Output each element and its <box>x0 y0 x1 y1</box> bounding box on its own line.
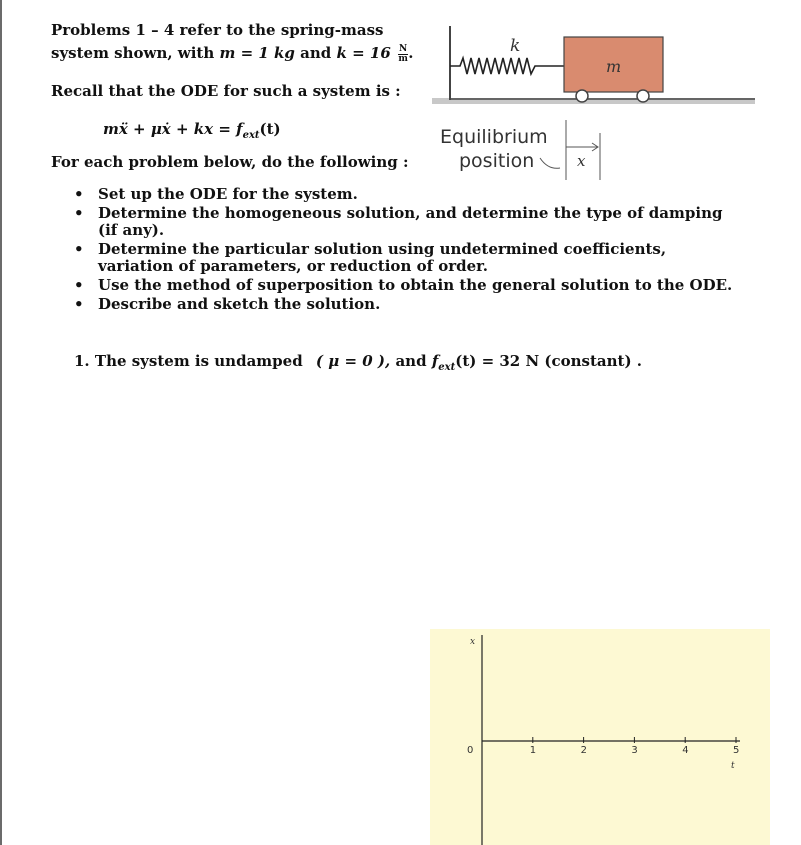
x-tick-label: 0 <box>467 745 474 756</box>
spring <box>450 58 564 74</box>
unit-fraction <box>398 45 408 64</box>
intro-line-1: Problems 1 – 4 refer to the spring-mass <box>51 21 384 39</box>
ode-lhs: mẍ + μẋ + kx = <box>103 120 237 138</box>
x-tick-label: 1 <box>529 745 537 756</box>
intro-and: and <box>300 44 332 62</box>
ode-f: f <box>236 120 243 138</box>
unit-denominator: m <box>398 53 408 64</box>
bullet-icon: • <box>74 240 84 258</box>
solution-axes <box>430 629 770 845</box>
problem-1 <box>74 352 642 377</box>
spring-label: k <box>510 36 521 56</box>
equilibrium-label: Equilibrium <box>440 126 548 148</box>
mass-label: m <box>606 57 622 76</box>
spring-constant-value: k = 16 <box>336 44 391 62</box>
x-axis-label: t <box>731 761 735 771</box>
x-tick-label: 3 <box>631 745 638 756</box>
position-label: position <box>459 150 535 172</box>
problem-1-number: 1. <box>74 352 90 370</box>
x-tick-label: 2 <box>580 745 587 756</box>
bullet-icon: • <box>74 276 84 294</box>
mass-value: m = 1 kg <box>219 44 295 62</box>
graph-panel <box>430 629 770 845</box>
list-item: • Determine the particular solution using undetermined coefficients, variation of parameters, or reduction of order. <box>74 240 667 275</box>
instructions-heading: For each problem below, do the following : <box>51 153 409 171</box>
problem-1-f-subscript: ext <box>438 362 456 373</box>
x-tick-label: 5 <box>733 745 740 756</box>
wheel-right <box>637 90 649 102</box>
list-item: • Determine the homogeneous solution, and determine the type of damping (if any). <box>74 204 723 239</box>
y-axis-label: x <box>470 637 476 647</box>
displacement-label: x <box>577 152 586 170</box>
list-item: • Use the method of superposition to obtain the general solution to the ODE. <box>74 276 733 294</box>
list-item: • Set up the ODE for the system. <box>74 185 358 203</box>
page-left-border <box>0 0 2 845</box>
problem-1-rest: (t) = 32 N (constant) . <box>455 352 642 370</box>
list-item: • Describe and sketch the solution. <box>74 295 381 313</box>
recall-text: Recall that the ODE for such a system is : <box>51 82 401 100</box>
unit-numerator: N <box>399 43 408 54</box>
ode-arg: (t) <box>259 120 281 138</box>
problem-1-f: f <box>431 352 439 370</box>
pointer-curve <box>540 158 560 168</box>
ode-equation <box>103 120 281 145</box>
problem-1-and: and <box>395 352 427 370</box>
x-ticks <box>467 737 739 756</box>
intro-line-2: system shown, with m = 1 kg and k = 16 $\frac{N}{m}$ . <box>51 43 414 64</box>
bullet-icon: • <box>74 295 84 313</box>
bullet-icon: • <box>74 204 84 222</box>
problem-1-text: The system is undamped <box>94 352 303 370</box>
ode-f-subscript: ext <box>242 130 260 141</box>
wheel-left <box>576 90 588 102</box>
x-tick-label: 4 <box>682 745 689 756</box>
bullet-icon: • <box>74 185 84 203</box>
intro-line-2-prefix: system shown, with <box>51 44 220 62</box>
instruction-list <box>74 186 738 315</box>
problem-1-damping: ( μ = 0 ), <box>315 352 391 370</box>
